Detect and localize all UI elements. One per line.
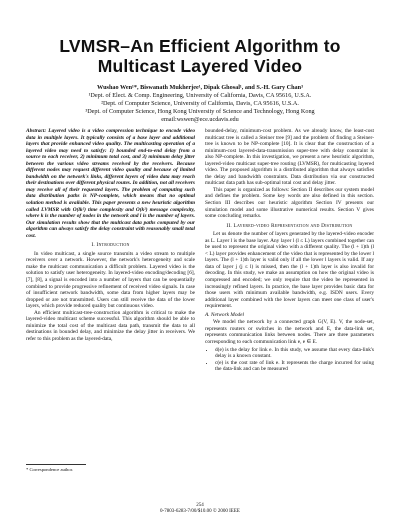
link-parameter-list <box>205 347 374 373</box>
title-line-2: Multicast Layered Video <box>97 56 303 76</box>
section-1-heading: I. Introduction <box>91 242 130 249</box>
body-paragraph-1: bounded-delay, minimum-cost problem. As we already know, the least-cost multicast tree is called a Steiner tree [9] and the problem of finding a Steiner-tree is known to be NP-complete [10]. It is clear that the construction of a minimum-cost layered-data-transmission super-tree with delay constraint is also NP-complete. In this investigation, we present a new heuristic algorithm, layered-video multicast super-tree routing (LVMSR), for multicasting layered video. The proposed algorithm is a distributed algorithm that always satisfies the delay and bandwidth constraints. Data distribution via our constructed multicast data path has sub-optimal total cost and delay jitter. <box>205 128 374 187</box>
body-paragraph-2: This paper is organized as follows: Section II describes our system model and defines the problem. Some key words are also defined in this section. Section III describes our heuristic algorithm Section IV presents our simulation model and some illustrative numerical results. Section V gives some concluding remarks. <box>205 186 374 220</box>
list-item: • d(e) is the delay for link e. In this study, we assume that every data-link's delay is a known constant. <box>215 347 374 360</box>
author-block <box>0 84 400 124</box>
list-item: • c(e) is the cost rate of link e. It represents the charge incurred for using the data-link and can be measured <box>215 360 374 373</box>
page-number: 254 <box>196 503 204 508</box>
intro-paragraph-2: An efficient multicast-tree-construction algorithm is critical to make the layered-video multicast scheme successful. This algorithm should be able to minimize the total cost of the multicast data path, transmit the data to all destinations in bounded delay, and minimize the delay jitter in receivers. We refer to this problem as the layered-data, <box>26 309 195 342</box>
body-paragraph-4: We model the network by a connected graph G(V, E). V, the node-set, represents routers or switches in the network and E, the data-link set, represents communication links between nodes. There are three parameters corresponding to each communication link e, e ∈ E. <box>205 319 374 345</box>
affiliation-1: ¹Dept. of Elect. & Comp. Engineering, University of California, Davis, CA 95616, U.S.A. <box>88 91 312 99</box>
copyright-line: 0-7803-6283-7/00/$10.00 © 2000 IEEE <box>160 508 240 514</box>
affiliation-3: ³Dept. of Computer Science, Hong Kong University of Science and Technology, Hong Kong <box>85 107 315 115</box>
subsection-a-heading: A. Network Model <box>205 311 245 318</box>
title-line-1: LVMSR–An Efficient Algorithm to <box>59 36 341 56</box>
section-2-heading: II. Layered-video Representation and Distribution <box>226 222 353 229</box>
footnote-text: * Correspondence author. <box>26 467 74 472</box>
right-column <box>205 128 374 373</box>
left-column <box>26 128 195 343</box>
author-names: Wushao Wen¹*, Biswanath Mukherjee¹, Dipak Ghosal¹, and S.-H. Gary Chan³ <box>97 84 303 91</box>
footnote <box>26 464 195 473</box>
page-footer <box>0 503 400 514</box>
intro-paragraph-1: In video multicast, a single source transmits a video stream to multiple receivers over a network. However, the network's heterogeneity and scale make the multicast communication a difficult problem. Layered video is the solution to satisfy user heterogeneity. In layered-video encoding/decoding [6], [7], [8], a signal is encoded into a number of layers that can be sequentially combined to provide progressive refinement of received video signals. In case of insufficient network bandwidth, some data from higher layers may be dropped or are not transmitted. Users can still receive the data of the lower layers, which provide reduced quality but continuous video. <box>26 250 195 310</box>
author-email: email:wswen@ece.ucdavis.edu <box>161 115 239 123</box>
body-paragraph-3: Let us denote the number of layers generated by the layered-video encoder as L. Layer l is the base layer. Any layer l (l ≤ L) layers combined together can be used to represent the original video with a different quality. The (l + 1)th (l < L) layer provides enhancement of the video that is represented by the lower l layers. The (l + 1)th layer is valid only if all the lower l layers is valid. If any data of layer j (j ≤ l) is missed, then the (l + 1)th layer is also invalid for decoding. In this study, we make an assumption on how the original video is compressed and encoded; we only require that the video be represented in increasingly refined layers. In practice, the base layer provides basic data for those users with minimum available bandwidth, e.g. ISDN users. Every additional layer combined with the lower layers can meet one class of user's requirement. <box>205 231 374 310</box>
paper-title <box>0 36 400 76</box>
abstract: Abstract: Layered video is a video compression technique to encode video data in multiple layers. It typically consists of a base layer and additional layers that provide enhanced video quality. The multicasting operation of a layered video may need to satisfy: 1) bounded end-to-end delay from a source to each receiver, 2) minimum total cost, and 3) minimum delay jitter between the various video streams received by the receivers. Because different nodes may request different video quality and because of limited bandwidth on the network's links, different layers of video data may reach their destinations over different physical routes. In addition, not all receivers may receive all of their requested layers. The problem of computing such data distribution paths is NP-complete, which means that no optimal solution method is available. This paper presents a new heuristic algorithm called LVMSR with O(lk²) time complexity and O(k²) message complexity, where k is the number of nodes in the network and l is the number of layers. Our simulation results show that the multicast data paths computed by our algorithm can always satisfy the delay constraint with reasonably small total cost. <box>26 128 195 239</box>
affiliation-2: ²Dept. of Computer Science, University of California, Davis, CA 95616, U.S.A. <box>101 99 299 107</box>
footnote-rule <box>26 464 86 465</box>
